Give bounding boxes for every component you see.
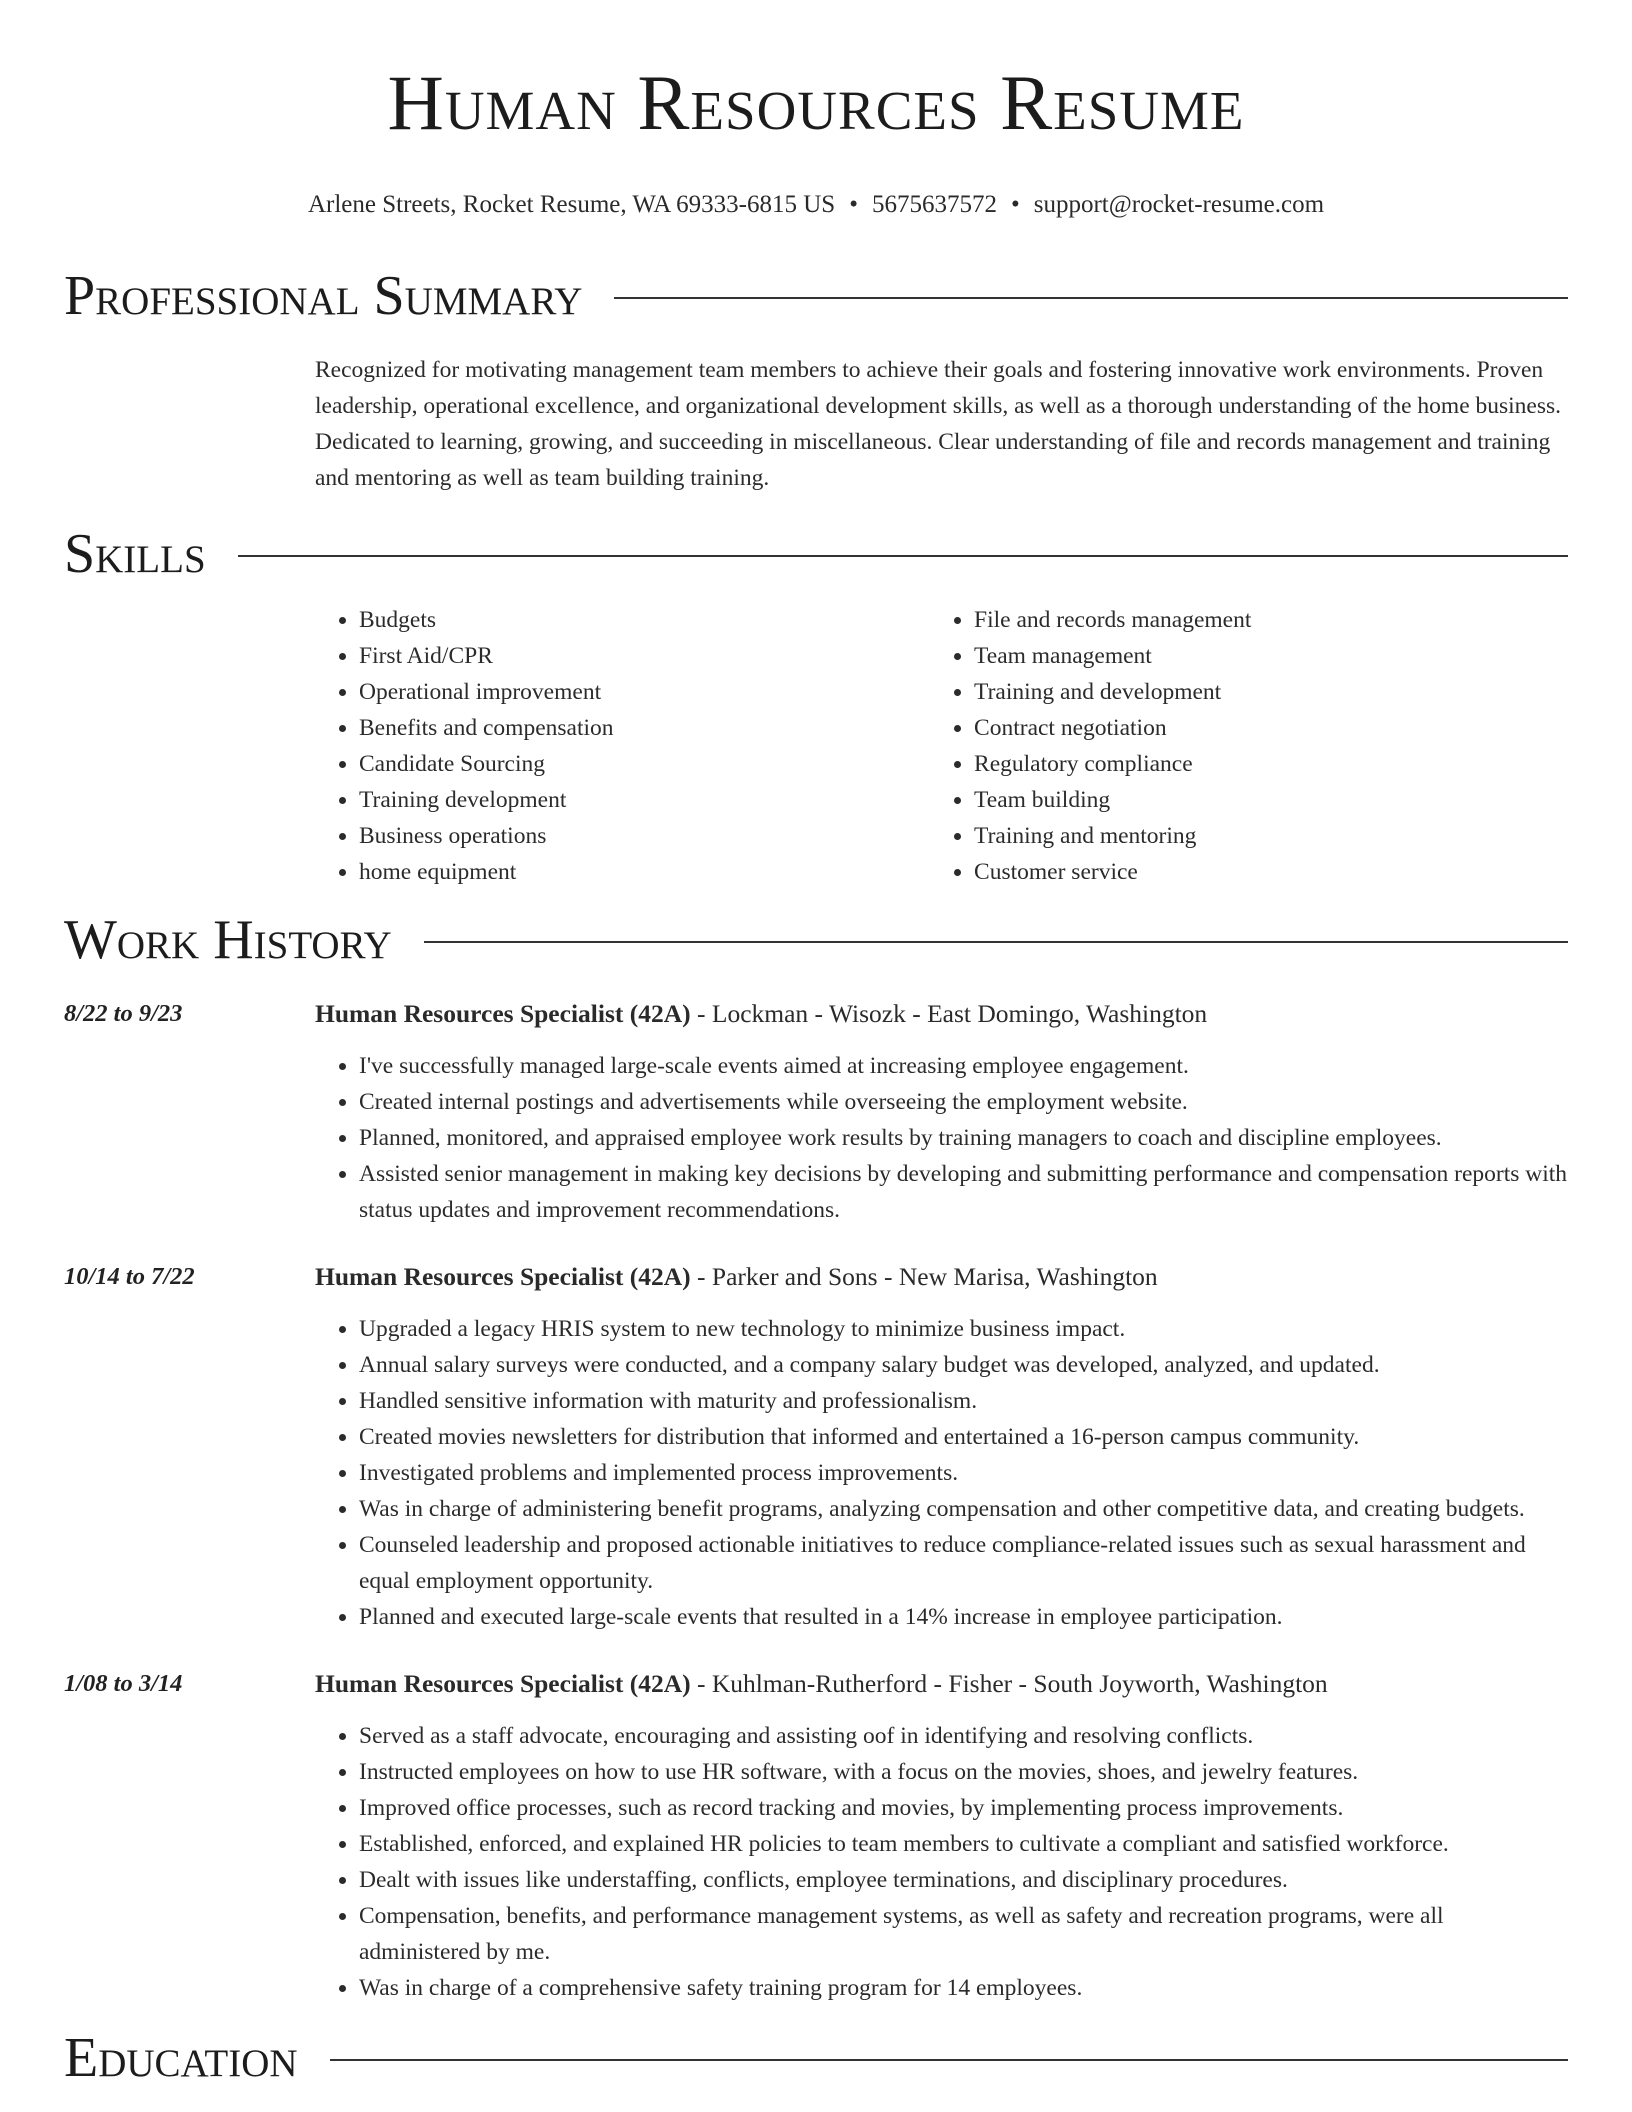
job-entry (64, 1666, 1568, 2006)
job-duties (315, 1718, 1568, 2006)
duty-item: • Investigated problems and implemented process improvements. (359, 1455, 1568, 1491)
summary-heading: Professional Summary (64, 265, 583, 327)
duty-item: • Was in charge of a comprehensive safety training program for 14 employees. (359, 1970, 1568, 2006)
skill-item: • Candidate Sourcing (359, 746, 930, 782)
duty-item: • Annual salary surveys were conducted, and a company salary budget was developed, analyzed, and updated. (359, 1347, 1568, 1383)
job-role: Human Resources Specialist (42A) (315, 1669, 691, 1698)
education-heading: Education (64, 2027, 298, 2089)
skill-item: • Training and mentoring (974, 818, 1568, 854)
duty-item: • Served as a staff advocate, encouraging and assisting oof in identifying and resolving conflicts. (359, 1718, 1568, 1754)
job-entry (64, 996, 1568, 1228)
skills-column-left (315, 602, 930, 890)
resume-page (64, 0, 1568, 2090)
job-duties (315, 1311, 1568, 1635)
summary-section-header (64, 264, 1568, 328)
duty-item: • Planned, monitored, and appraised employee work results by training managers to coach and discipline employees. (359, 1120, 1568, 1156)
skill-item: • Budgets (359, 602, 930, 638)
duty-item: • Counseled leadership and proposed actionable initiatives to reduce compliance-related issues such as sexual harassment and equal employment opportunity. (359, 1527, 1568, 1599)
job-details (315, 1666, 1568, 2006)
section-divider (238, 555, 1568, 557)
job-details (315, 996, 1568, 1228)
duty-item: • Dealt with issues like understaffing, conflicts, employee terminations, and disciplinary procedures. (359, 1862, 1568, 1898)
job-role: Human Resources Specialist (42A) (315, 1262, 691, 1291)
job-employer: - Lockman - Wisozk - East Domingo, Washington (690, 999, 1208, 1028)
job-entry (64, 1259, 1568, 1635)
duty-item: • Handled sensitive information with maturity and professionalism. (359, 1383, 1568, 1419)
job-dates: 1/08 to 3/14 (64, 1670, 183, 1697)
skill-item: • Benefits and compensation (359, 710, 930, 746)
section-divider (424, 941, 1568, 943)
skill-item: • Business operations (359, 818, 930, 854)
job-role: Human Resources Specialist (42A) (315, 999, 691, 1028)
job-duties (315, 1048, 1568, 1228)
job-details (315, 1259, 1568, 1635)
skills-heading: Skills (64, 523, 206, 585)
section-divider (614, 297, 1568, 299)
skill-item: • Operational improvement (359, 674, 930, 710)
job-employer: - Parker and Sons - New Marisa, Washington (690, 1262, 1158, 1291)
skill-item: • Customer service (974, 854, 1568, 890)
skill-item: • Team building (974, 782, 1568, 818)
contact-line (64, 190, 1568, 220)
duty-item: • I've successfully managed large-scale events aimed at increasing employee engagement. (359, 1048, 1568, 1084)
section-divider (330, 2059, 1568, 2061)
duty-item: • Planned and executed large-scale events that resulted in a 14% increase in employee participation. (359, 1599, 1568, 1635)
contact-phone: 5675637572 (871, 191, 997, 218)
job-dates: 10/14 to 7/22 (64, 1263, 195, 1290)
contact-separator: • (1010, 191, 1020, 218)
contact-email: support@rocket-resume.com (1033, 191, 1325, 218)
skills-list (315, 602, 1568, 890)
duty-item: • Created movies newsletters for distribution that informed and entertained a 16-person campus community. (359, 1419, 1568, 1455)
job-dates: 8/22 to 9/23 (64, 1000, 183, 1027)
job-title-line (315, 1259, 1568, 1295)
job-title-line (315, 996, 1568, 1032)
summary-text: Recognized for motivating management team members to achieve their goals and fostering innovative work environments. Proven leadership, operational excellence, and organizational development skills, as well as a thorough understanding of the home business. Dedicated to learning, growing, and succeeding in miscellaneous. Clear understanding of file and records management and training and mentoring as well as team building training. (315, 357, 1562, 491)
duty-item: • Improved office processes, such as record tracking and movies, by implementing process improvements. (359, 1790, 1568, 1826)
duty-item: • Created internal postings and advertisements while overseeing the employment website. (359, 1084, 1568, 1120)
skill-item: • Training development (359, 782, 930, 818)
duty-item: • Assisted senior management in making key decisions by developing and submitting performance and compensation reports with status updates and improvement recommendations. (359, 1156, 1568, 1228)
education-section-header (64, 2026, 1568, 2090)
skills-column-right (930, 602, 1568, 890)
work-history-heading: Work History (64, 909, 392, 971)
resume-title: Human Resources Resume (387, 59, 1245, 146)
job-title-line (315, 1666, 1568, 1702)
skill-item: • File and records management (974, 602, 1568, 638)
skill-item: • Training and development (974, 674, 1568, 710)
duty-item: • Established, enforced, and explained HR policies to team members to cultivate a compliant and satisfied workforce. (359, 1826, 1568, 1862)
duty-item: • Upgraded a legacy HRIS system to new technology to minimize business impact. (359, 1311, 1568, 1347)
skill-item: • Team management (974, 638, 1568, 674)
contact-address: Arlene Streets, Rocket Resume, WA 69333-6815 US (307, 191, 836, 218)
work-history-list (64, 996, 1568, 2006)
work-history-section-header (64, 908, 1568, 972)
skill-item: • First Aid/CPR (359, 638, 930, 674)
skill-item: • Regulatory compliance (974, 746, 1568, 782)
duty-item: • Was in charge of administering benefit programs, analyzing compensation and other competitive data, and creating budgets. (359, 1491, 1568, 1527)
contact-separator: • (849, 191, 858, 218)
skills-section-header (64, 522, 1568, 586)
skill-item: • home equipment (359, 854, 930, 890)
skill-item: • Contract negotiation (974, 710, 1568, 746)
job-employer: - Kuhlman-Rutherford - Fisher - South Joyworth, Washington (690, 1669, 1328, 1698)
duty-item: • Instructed employees on how to use HR software, with a focus on the movies, shoes, and jewelry features. (359, 1754, 1568, 1790)
duty-item: • Compensation, benefits, and performance management systems, as well as safety and recreation programs, were all administered by me. (359, 1898, 1568, 1970)
